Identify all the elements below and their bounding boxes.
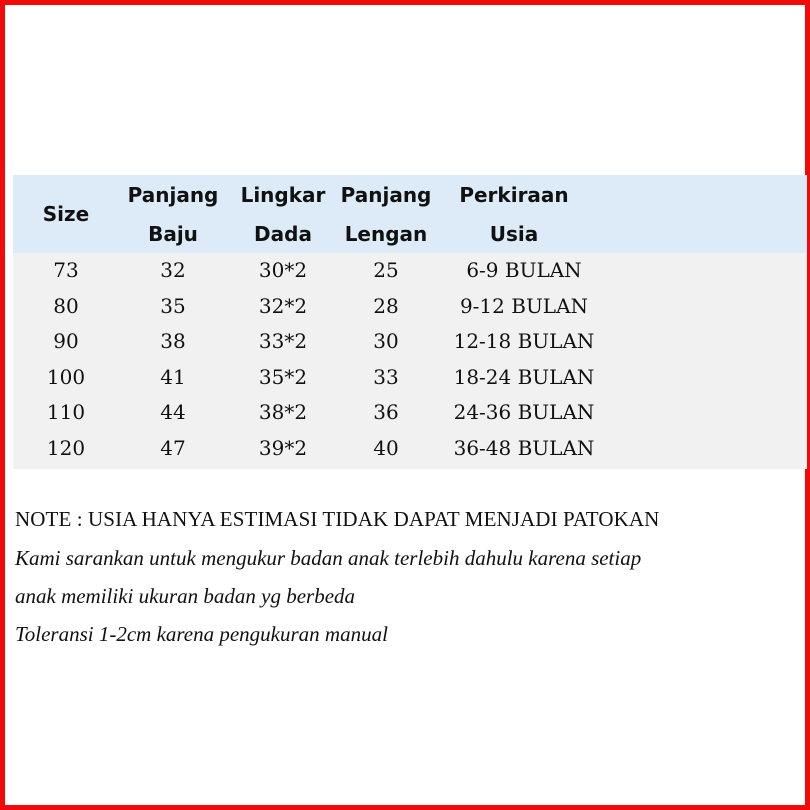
- cell-size: 73: [53, 258, 79, 282]
- cell-panjang-lengan: 30: [373, 329, 399, 353]
- cell-size: 120: [46, 435, 86, 460]
- note-line-1: Kami sarankan untuk mengukur badan anak terlebih dahulu karena setiap: [15, 546, 642, 570]
- cell-panjang-lengan: 40: [373, 435, 399, 460]
- table-row: [13, 431, 807, 467]
- header-panjang-lengan-line2: Lengan: [344, 222, 428, 246]
- header-panjang-baju-line1: Panjang: [127, 183, 219, 207]
- cell-panjang-lengan: 36: [373, 400, 399, 424]
- cell-lingkar-dada: 33*2: [258, 329, 308, 353]
- notes-section: [15, 503, 810, 653]
- table-row: [13, 395, 807, 431]
- note-title: NOTE : USIA HANYA ESTIMASI TIDAK DAPAT MENJADI PATOKAN: [15, 507, 660, 531]
- cell-panjang-baju: 35: [160, 293, 186, 318]
- size-chart-table: [13, 175, 807, 469]
- table-row: [13, 360, 807, 396]
- cell-panjang-lengan: 28: [373, 293, 399, 318]
- cell-panjang-lengan: 25: [373, 258, 399, 282]
- cell-perkiraan-usia: 9-12 BULAN: [459, 293, 589, 318]
- note-line-3: Toleransi 1-2cm karena pengukuran manual: [15, 622, 388, 646]
- header-perkiraan-usia-line1: Perkiraan: [459, 183, 569, 207]
- cell-panjang-baju: 47: [160, 435, 186, 460]
- table-row: [13, 289, 807, 325]
- table-row: [13, 253, 807, 289]
- cell-size: 80: [53, 293, 79, 318]
- cell-lingkar-dada: 32*2: [258, 293, 308, 318]
- cell-perkiraan-usia: 6-9 BULAN: [466, 258, 582, 282]
- cell-perkiraan-usia: 24-36 BULAN: [453, 400, 595, 424]
- cell-lingkar-dada: 30*2: [258, 258, 308, 282]
- note-line-2: anak memiliki ukuran badan yg berbeda: [15, 584, 356, 608]
- header-size: Size: [42, 202, 90, 226]
- cell-lingkar-dada: 39*2: [258, 435, 308, 460]
- cell-panjang-baju: 44: [160, 400, 186, 424]
- cell-perkiraan-usia: 18-24 BULAN: [453, 364, 595, 389]
- cell-perkiraan-usia: 36-48 BULAN: [453, 435, 595, 460]
- cell-panjang-baju: 38: [160, 329, 186, 353]
- header-panjang-lengan-line1: Panjang: [340, 183, 432, 207]
- header-perkiraan-usia-line2: Usia: [489, 222, 539, 246]
- cell-panjang-baju: 41: [160, 364, 186, 389]
- cell-panjang-baju: 32: [160, 258, 186, 282]
- table-header: [13, 175, 807, 253]
- header-lingkar-dada-line2: Dada: [254, 222, 312, 246]
- header-panjang-baju-line2: Baju: [148, 222, 198, 246]
- cell-size: 100: [46, 364, 86, 389]
- cell-perkiraan-usia: 12-18 BULAN: [453, 329, 595, 353]
- cell-lingkar-dada: 35*2: [258, 364, 308, 389]
- header-lingkar-dada-line1: Lingkar: [240, 183, 326, 207]
- table-body: [13, 253, 807, 466]
- cell-panjang-lengan: 33: [373, 364, 399, 389]
- cell-lingkar-dada: 38*2: [258, 400, 308, 424]
- table-row: [13, 324, 807, 360]
- cell-size: 110: [46, 400, 86, 424]
- cell-size: 90: [53, 329, 79, 353]
